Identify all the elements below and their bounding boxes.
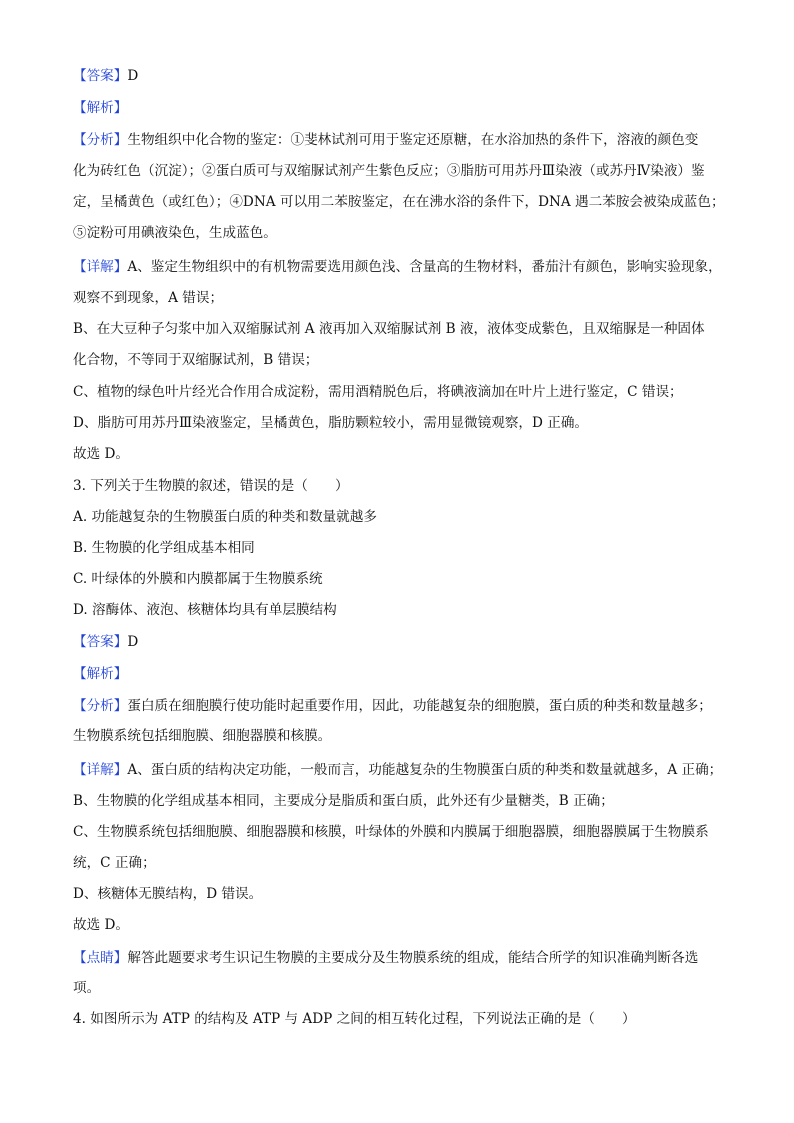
detail-text: A、蛋白质的结构决定功能，一般而言，功能越复杂的生物膜蛋白质的种类和数量就越多，A 正确； [127, 762, 723, 778]
q3-option-b: B. 生物膜的化学组成基本相同 [73, 540, 255, 556]
q3-detail-line-5: D、核糖体无膜结构，D 错误。 [73, 886, 263, 902]
q3-analysis-tag [73, 664, 723, 684]
q2-detail-line-2: 观察不到现象，A 错误； [73, 290, 224, 306]
answer-tag: 【答案】 [73, 634, 128, 650]
q2-fenxi-line-3: 定，呈橘黄色（或红色）；④DNA 可以用二苯胺鉴定，在在沸水浴的条件下，DNA 遇二苯胺会被染成蓝色； [73, 194, 725, 210]
q3-detail-line-4: 统，C 正确； [73, 855, 156, 871]
dianjing-tag: 【点睛】 [73, 950, 128, 966]
q2-detail-line-6: D、脂肪可用苏丹Ⅲ染液鉴定，呈橘黄色，脂肪颗粒较小，需用显微镜观察，D 正确。 [73, 415, 589, 431]
detail-text: A、鉴定生物组织中的有机物需要选用颜色浅、含量高的生物材料，番茄汁有颜色，影响实验现象， [127, 259, 722, 275]
q2-detail-line-4: 化合物，不等同于双缩脲试剂，B 错误； [73, 352, 319, 368]
q3-detail-line-2: B、生物膜的化学组成基本相同，主要成分是脂质和蛋白质，此外还有少量糖类，B 正确； [73, 793, 614, 809]
q3-dianjing-line-1 [73, 948, 723, 968]
q2-detail-line-3: B、在大豆种子匀浆中加入双缩脲试剂 A 液再加入双缩脲试剂 B 液，液体变成紫色，且双缩脲是一种固体 [73, 321, 705, 337]
q2-analysis-tag [73, 98, 723, 118]
q3-detail-line-3: C、生物膜系统包括细胞膜、细胞器膜和核膜，叶绿体的外膜和内膜属于细胞器膜，细胞器膜属于生物膜系 [73, 824, 709, 840]
q3-answer-line [73, 632, 723, 652]
fenxi-tag: 【分析】 [73, 132, 128, 148]
dianjing-text: 解答此题要求考生识记生物膜的主要成分及生物膜系统的组成，能结合所学的知识准确判断各选 [127, 950, 699, 966]
answer-tag: 【答案】 [73, 68, 128, 84]
q2-conclusion: 故选 D。 [73, 446, 130, 462]
analysis-tag: 【解析】 [73, 100, 128, 116]
q2-detail-line-5: C、植物的绿色叶片经光合作用合成淀粉，需用酒精脱色后，将碘液滴加在叶片上进行鉴定，C 错误； [73, 384, 683, 400]
q3-conclusion: 故选 D。 [73, 917, 130, 933]
fenxi-text: 生物组织中化合物的鉴定：①斐林试剂可用于鉴定还原糖，在水浴加热的条件下，溶液的颜色变 [127, 132, 699, 148]
answer-value: D [127, 68, 139, 84]
q3-stem: 3. 下列关于生物膜的叙述，错误的是（ ） [73, 478, 349, 494]
detail-tag: 【详解】 [73, 762, 128, 778]
q3-option-d: D. 溶酶体、液泡、核糖体均具有单层膜结构 [73, 602, 337, 618]
q3-dianjing-line-2: 项。 [73, 980, 101, 996]
q3-option-a: A. 功能越复杂的生物膜蛋白质的种类和数量就越多 [73, 509, 377, 525]
q2-fenxi-line-4: ⑤淀粉可用碘液染色，生成蓝色。 [73, 225, 277, 241]
q2-fenxi-line-2: 化为砖红色（沉淀）；②蛋白质可与双缩脲试剂产生紫色反应；③脂肪可用苏丹Ⅲ染液（或苏丹Ⅳ染液）鉴 [73, 163, 705, 179]
detail-tag: 【详解】 [73, 259, 128, 275]
analysis-tag: 【解析】 [73, 666, 128, 682]
fenxi-text: 蛋白质在细胞膜行使功能时起重要作用，因此，功能越复杂的细胞膜，蛋白质的种类和数量越多； [127, 698, 712, 714]
q2-detail-line-1 [73, 257, 723, 277]
q3-fenxi-line-2: 生物膜系统包括细胞膜、细胞器膜和核膜。 [73, 728, 332, 744]
fenxi-tag: 【分析】 [73, 698, 128, 714]
q4-stem: 4. 如图所示为 ATP 的结构及 ATP 与 ADP 之间的相互转化过程，下列说法正确的是（ ） [73, 1011, 636, 1027]
answer-value: D [127, 634, 139, 650]
q3-option-c: C. 叶绿体的外膜和内膜都属于生物膜系统 [73, 571, 323, 587]
q3-detail-line-1 [73, 760, 723, 780]
q2-fenxi-line-1 [73, 130, 723, 150]
q3-fenxi-line-1 [73, 696, 723, 716]
q2-answer-line [73, 66, 723, 86]
